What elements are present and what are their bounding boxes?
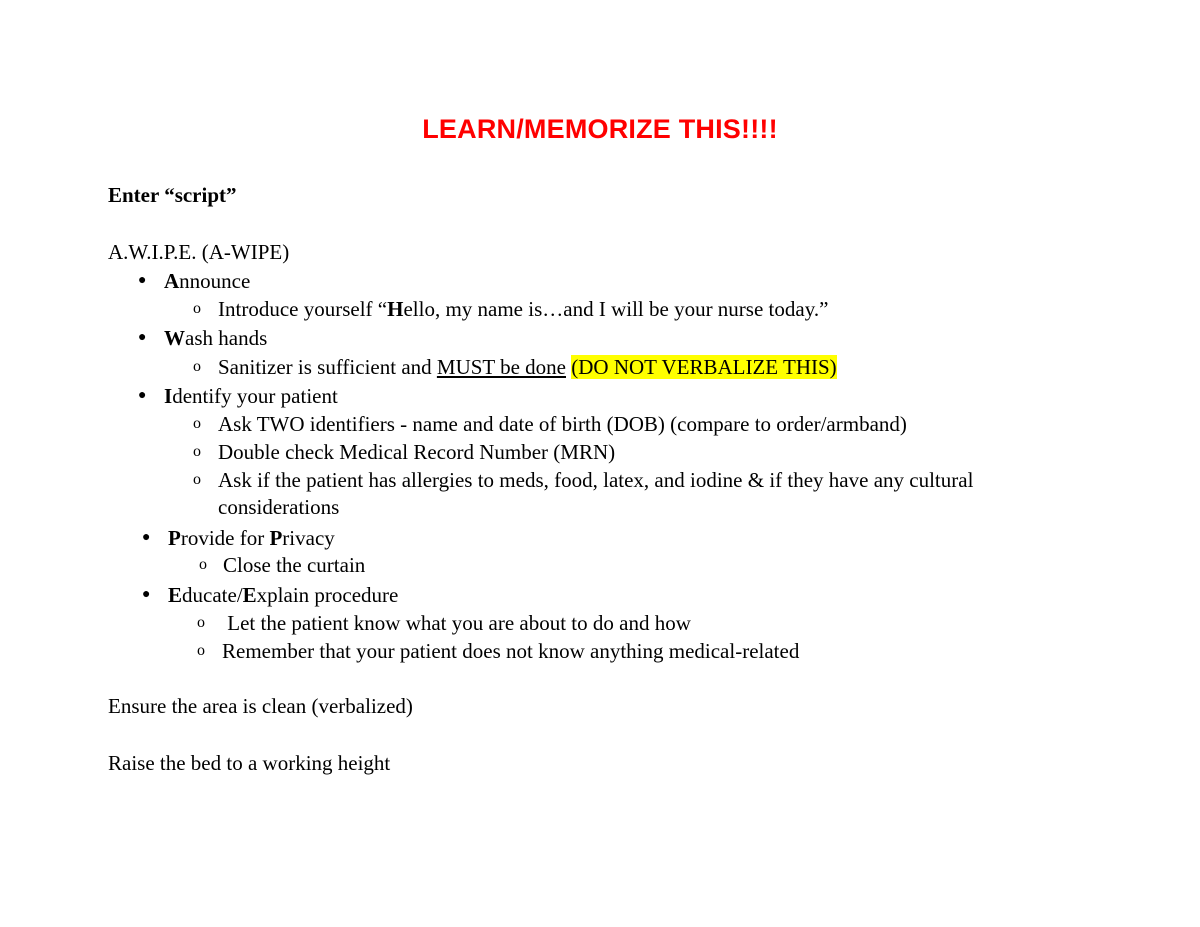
raise-bed-text: Raise the bed to a working height [108,751,391,775]
sub-item-let-know: Let the patient know what you are about to do and how [222,611,691,635]
sub-item-allergies-cont: considerations [218,495,340,519]
bullet-dot-icon: ● [138,388,147,403]
underlined-text: MUST be done [436,355,566,379]
initial-letter: E [242,583,257,607]
sub-item-allergies: Ask if the patient has allergies to meds, food, latex, and iodine & if they have any cultural [218,468,974,492]
initial-letter: A [164,269,180,293]
initial-letter: P [269,526,283,550]
sub-item-mrn: Double check Medical Record Number (MRN) [218,440,616,464]
sub-item-introduce: Introduce yourself “Hello, my name is…and I will be your nurse today.” [218,297,829,321]
initial-letter: I [164,384,173,408]
circle-bullet-icon: o [193,471,201,488]
sub-item-curtain: Close the curtain [223,553,366,577]
ensure-clean-text: Ensure the area is clean (verbalized) [108,694,413,718]
list-item-educate: Educate/Explain procedure [168,583,399,607]
circle-bullet-icon: o [193,415,201,432]
initial-letter: P [168,526,181,550]
sub-item-identifiers: Ask TWO identifiers - name and date of birth (DOB) (compare to order/armband) [218,412,907,436]
awipe-heading: A.W.I.P.E. (A-WIPE) [108,240,290,264]
bullet-dot-icon: ● [142,530,151,545]
circle-bullet-icon: o [199,556,207,573]
bullet-dot-icon: ● [138,273,147,288]
item-label: dentify your patient [172,384,338,408]
circle-bullet-icon: o [193,300,201,317]
list-item-announce [164,268,250,294]
item-label: nnounce [179,269,251,293]
highlighted-text: (DO NOT VERBALIZE THIS) [571,355,837,379]
list-item-provide: Provide for Privacy [168,526,335,550]
sub-item-remember: Remember that your patient does not know anything medical-related [222,639,800,663]
bullet-dot-icon: ● [138,330,147,345]
enter-script-heading: Enter “script” [108,183,237,207]
bullet-dot-icon: ● [142,587,151,602]
list-item-identify [164,383,338,409]
circle-bullet-icon: o [193,358,201,375]
circle-bullet-icon: o [193,443,201,460]
list-item-wash [164,325,267,351]
item-label: ash hands [185,326,268,350]
circle-bullet-icon: o [197,642,205,659]
initial-letter: E [168,583,183,607]
sub-item-sanitizer: Sanitizer is sufficient and MUST be done (DO NOT VERBALIZE THIS) [218,355,837,379]
circle-bullet-icon: o [197,614,205,631]
initial-letter: W [164,326,185,350]
page-title: LEARN/MEMORIZE THIS!!!! [422,114,778,144]
